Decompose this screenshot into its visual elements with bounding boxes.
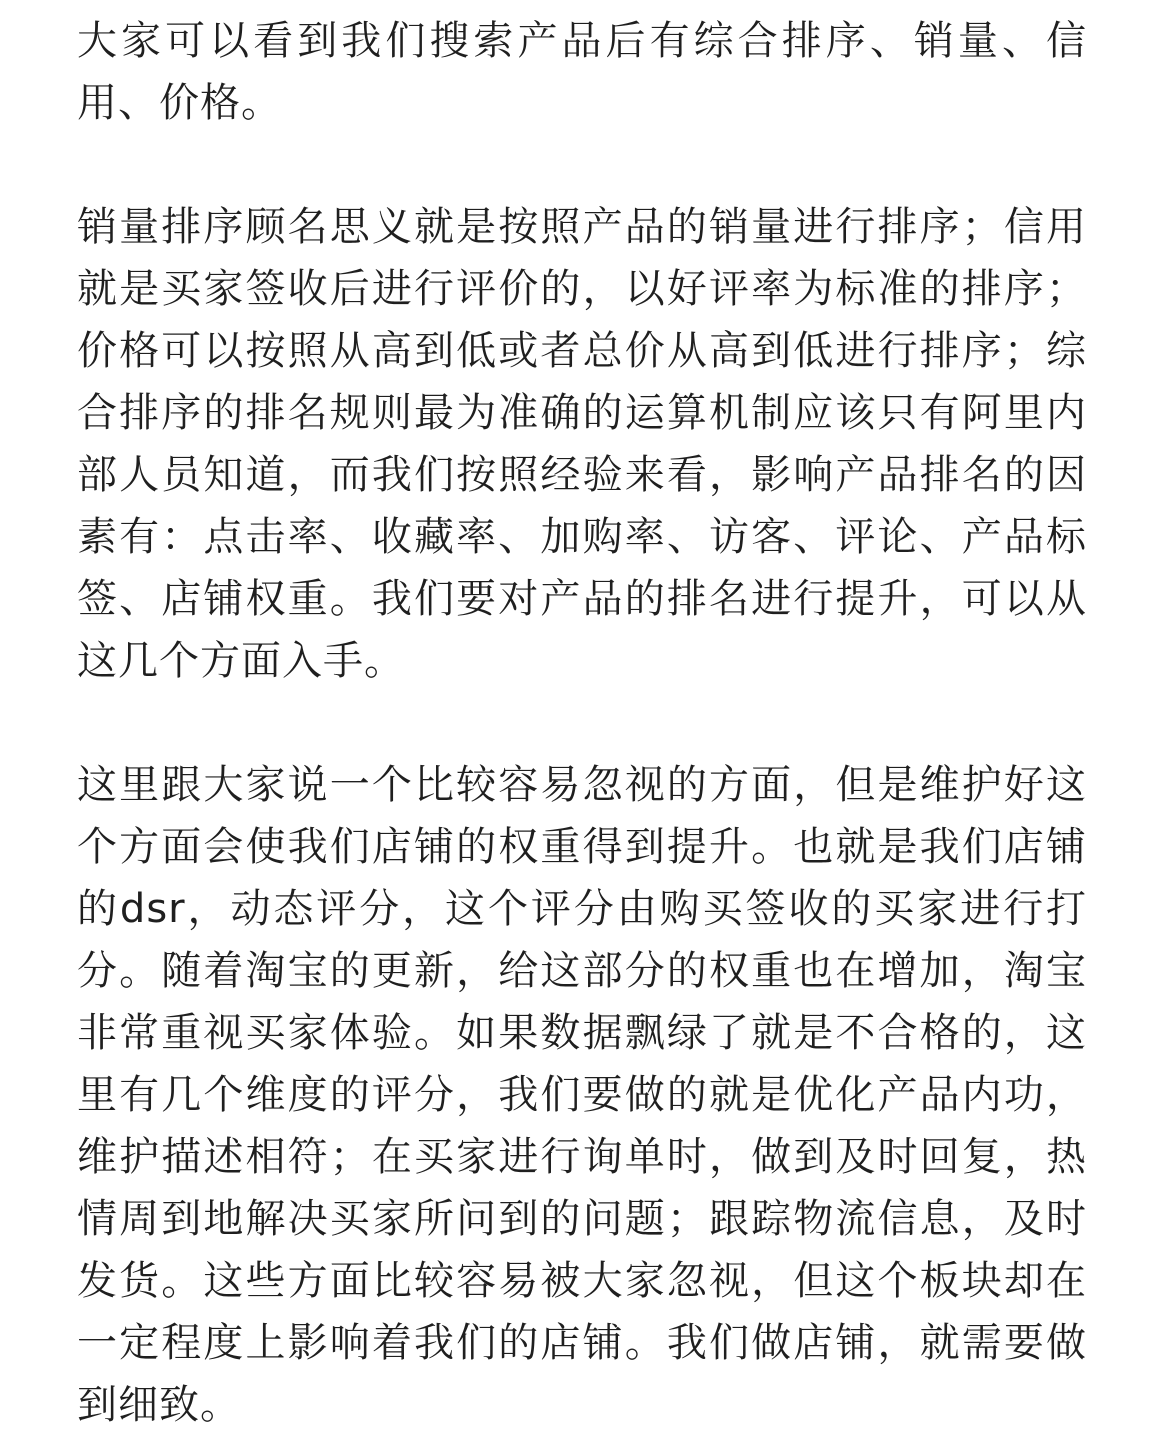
article-body <box>77 10 1087 1436</box>
paragraph-dsr-rating: 这里跟大家说一个比较容易忽视的方面，但是维护好这个方面会使我们店铺的权重得到提升。也就是我们店铺的dsr，动态评分，这个评分由购买签收的买家进行打分。随着淘宝的更新，给这部分的权重也在增加，淘宝非常重视买家体验。如果数据飘绿了就是不合格的，这里有几个维度的评分，我们要做的就是优化产品内功，维护描述相符；在买家进行询单时，做到及时回复，热情周到地解决买家所问到的问题；跟踪物流信息，及时发货。这些方面比较容易被大家忽视，但这个板块却在一定程度上影响着我们的店铺。我们做店铺，就需要做到细致。 <box>77 762 1087 1428</box>
paragraph-sorting-options: 大家可以看到我们搜索产品后有综合排序、销量、信用、价格。 <box>77 18 1087 126</box>
paragraph-ranking-factors: 销量排序顾名思义就是按照产品的销量进行排序；信用就是买家签收后进行评价的，以好评率为标准的排序；价格可以按照从高到低或者总价从高到低进行排序；综合排序的排名规则最为准确的运算机制应该只有阿里内部人员知道，而我们按照经验来看，影响产品排名的因素有：点击率、收藏率、加购率、访客、评论、产品标签、店铺权重。我们要对产品的排名进行提升，可以从这几个方面入手。 <box>77 204 1087 684</box>
